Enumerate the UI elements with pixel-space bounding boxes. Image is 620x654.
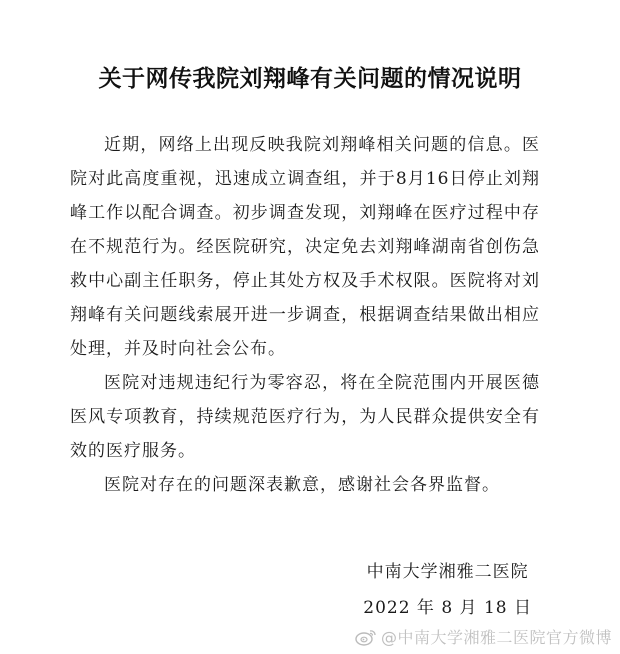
signature-date: 2022 年 8 月 18 日 [363,598,532,618]
watermark-text: @中南大学湘雅二医院官方微博 [380,628,612,647]
watermark [355,625,612,648]
paragraph-3: 医院对存在的问题深表歉意，感谢社会各界监督。 [104,475,500,495]
document-title: 关于网传我院刘翔峰有关问题的情况说明 [98,66,522,92]
paragraph-1: 近期，网络上出现反映我院刘翔峰相关问题的信息。医院对此高度重视，迅速成立调查组，并于8月16日停止刘翔峰工作以配合调查。初步调查发现，刘翔峰在医疗过程中存在不规范行为。经医院研究，决定免去刘翔峰湖南省创伤急救中心副主任职务，停止其处方权及手术权限。医院将对刘翔峰有关问题线索展开进一步调查，根据调查结果做出相应处理，并及时向社会公布。 [70,135,540,359]
weibo-icon [355,628,377,646]
signature-organization: 中南大学湘雅二医院 [366,562,529,582]
signature-block [363,554,532,626]
paragraph-2: 医院对违规违纪行为零容忍，将在全院范围内开展医德医风专项教育，持续规范医疗行为，为人民群众提供安全有效的医疗服务。 [70,373,540,461]
document-body [70,128,540,502]
